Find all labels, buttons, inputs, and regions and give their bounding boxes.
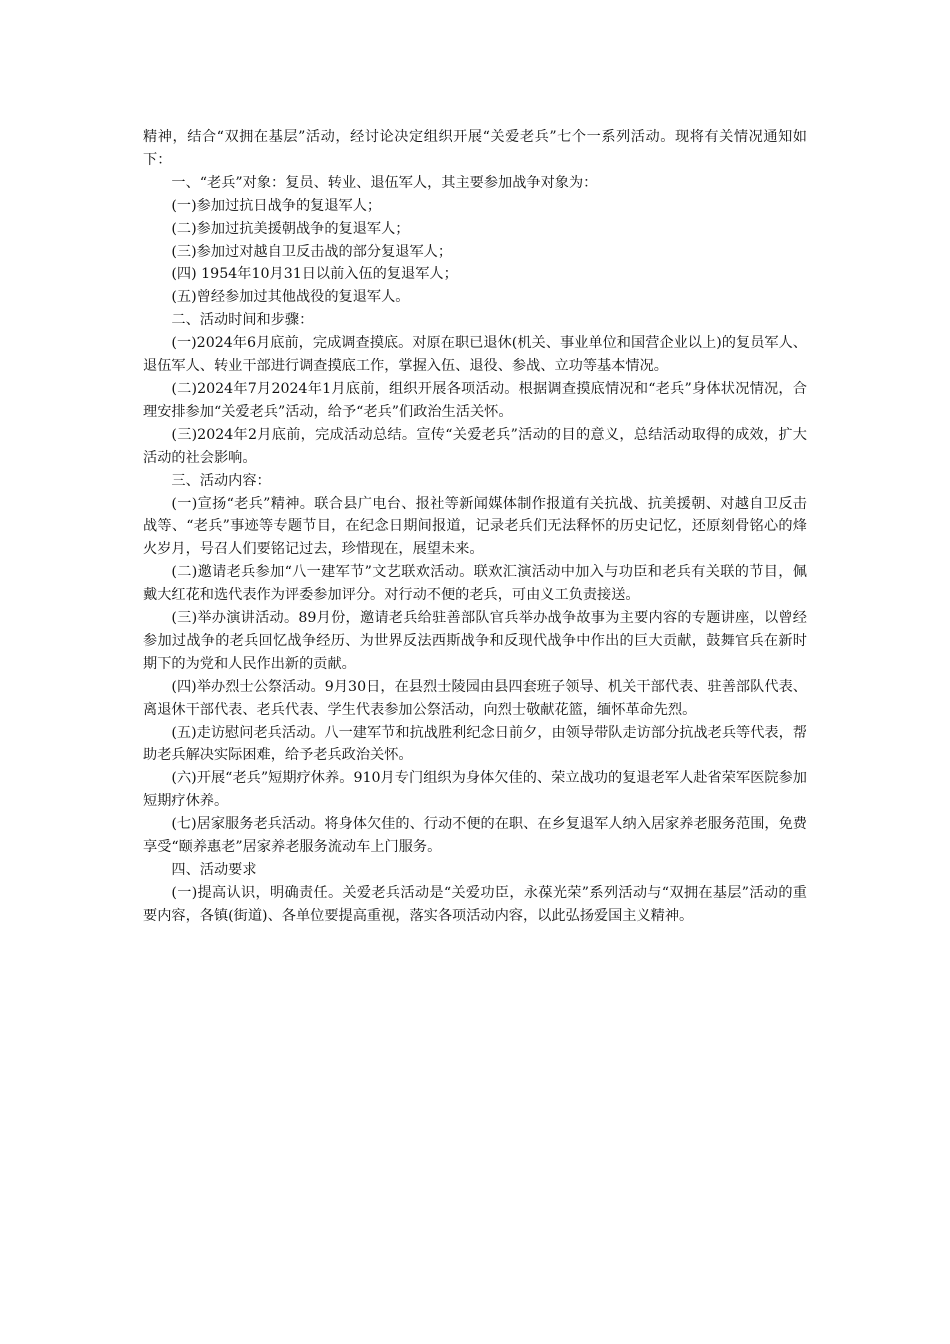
list-item: (四) 1954年10月31日以前入伍的复退军人； [171,266,458,283]
list-item: (三)举办演讲活动。89月份，邀请老兵给驻善部队官兵举办战争故事为主要内容的专题讲座，以曾经参加过战争的老兵回忆战争经历、为世界反法西斯战争和反现代战争中作出的巨大贡献，鼓舞官兵在新时期下的为党和人民作出新的贡献。 [143,610,807,672]
list-item: (二)参加过抗美援朝战争的复退军人； [171,220,410,237]
list-item: (七)居家服务老兵活动。将身体欠佳的、行动不便的在职、在乡复退军人纳入居家养老服务范围，免费享受“颐养惠老”居家养老服务流动车上门服务。 [143,816,807,856]
list-item: (一)宣扬“老兵”精神。联合县广电台、报社等新闻媒体制作报道有关抗战、抗美援朝、对越自卫反击战等、“老兵”事迹等专题节目，在纪念日期间报道，记录老兵们无法释怀的历史记忆，还原刻骨铭心的烽火岁月，号召人们要铭记过去，珍惜现在，展望未来。 [143,495,807,558]
list-item: (一)提高认识，明确责任。关爱老兵活动是“关爱功臣，永葆光荣”系列活动与“双拥在基层”活动的重要内容，各镇(街道)、各单位要提高重视，落实各项活动内容，以此弘扬爱国主义精神。 [143,884,807,924]
list-item: (三)参加过对越自卫反击战的部分复退军人； [171,243,453,260]
list-item: (四)举办烈士公祭活动。9月30日，在县烈士陵园由县四套班子领导、机关干部代表、驻善部队代表、离退休干部代表、老兵代表、学生代表参加公祭活动，向烈士敬献花篮，缅怀革命先烈。 [143,678,807,718]
intro-paragraph: 精神，结合“双拥在基层”活动，经讨论决定组织开展“关爱老兵”七个一系列活动。现将有关情况通知如下： [143,129,807,168]
list-item: (二)2024年7月2024年1月底前，组织开展各项活动。根据调查摸底情况和“老兵”身体状况情况，合理安排参加“关爱老兵”活动，给予“老兵”们政治生活关怀。 [143,380,807,420]
section-heading-requirements: 四、活动要求 [171,862,257,878]
list-item: (五)走访慰问老兵活动。八一建军节和抗战胜利纪念日前夕，由领导带队走访部分抗战老兵等代表，帮助老兵解决实际困难，给予老兵政治关怀。 [143,724,807,764]
list-item: (一)参加过抗日战争的复退军人； [171,197,382,214]
section-heading-veteran-scope: 一、“老兵”对象：复员、转业、退伍军人，其主要参加战争对象为： [171,174,598,191]
list-item: (一)2024年6月底前，完成调查摸底。对原在职已退休(机关、事业单位和国营企业以上)的复员军人、退伍军人、转业干部进行调查摸底工作，掌握入伍、退役、参战、立功等基本情况。 [143,335,807,375]
list-item: (二)邀请老兵参加“八一建军节”文艺联欢活动。联欢汇演活动中加入与功臣和老兵有关联的节目，佩戴大红花和选代表作为评委参加评分。对行动不便的老兵，可由义工负责接送。 [143,564,807,604]
list-item: (三)2024年2月底前，完成活动总结。宣传“关爱老兵”活动的目的意义，总结活动取得的成效，扩大活动的社会影响。 [143,426,807,466]
section-heading-content: 三、活动内容： [171,472,271,489]
list-item: (五)曾经参加过其他战役的复退军人。 [171,289,410,306]
document-body [143,126,807,928]
list-item: (六)开展“老兵”短期疗休养。910月专门组织为身体欠佳的、荣立战功的复退老军人赴省荣军医院参加短期疗休养。 [143,770,807,810]
section-heading-schedule: 二、活动时间和步骤： [171,312,314,329]
